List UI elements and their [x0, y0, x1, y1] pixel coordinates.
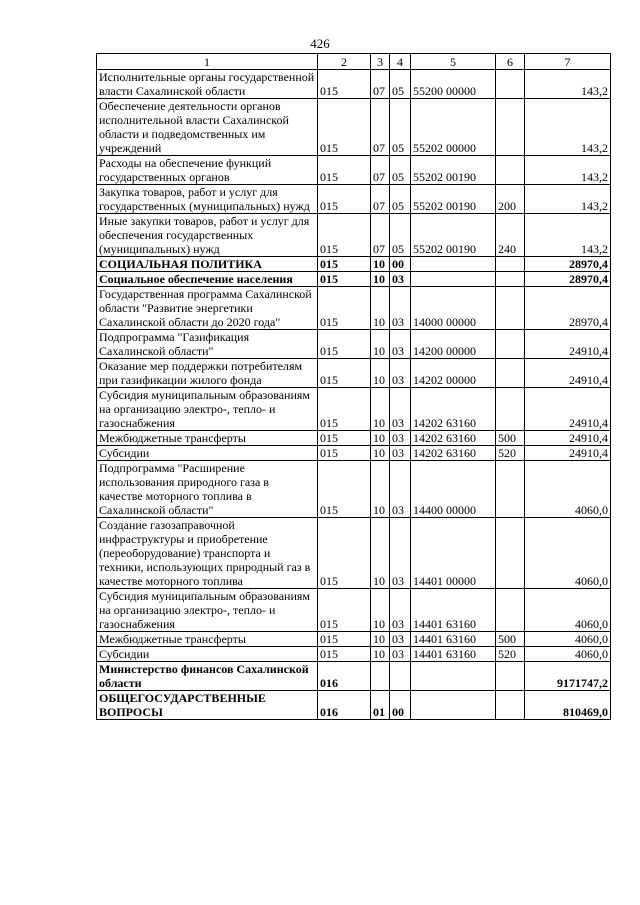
row-name: Субсидии	[97, 446, 318, 461]
row-target-article: 55202 00190	[411, 214, 496, 257]
row-subsection: 05	[390, 70, 411, 99]
row-expense-type	[496, 156, 525, 185]
col-header-5: 5	[411, 54, 496, 70]
row-name: Иные закупки товаров, работ и услуг для обеспечения государственных (муниципальных) нужд	[97, 214, 318, 257]
header-row	[97, 54, 611, 70]
col-header-3: 3	[371, 54, 390, 70]
row-subsection: 03	[390, 589, 411, 632]
row-target-article: 14202 63160	[411, 388, 496, 431]
row-section: 10	[371, 359, 390, 388]
row-sum: 4060,0	[525, 632, 611, 647]
row-sum: 28970,4	[525, 257, 611, 272]
row-target-article: 55202 00190	[411, 156, 496, 185]
row-expense-type	[496, 461, 525, 518]
table-row	[97, 185, 611, 214]
row-name: Закупка товаров, работ и услуг для государственных (муниципальных) нужд	[97, 185, 318, 214]
row-admin-code: 015	[318, 70, 371, 99]
row-section: 10	[371, 518, 390, 589]
table-row	[97, 156, 611, 185]
row-target-article: 14401 63160	[411, 647, 496, 662]
row-target-article	[411, 272, 496, 287]
row-expense-type: 200	[496, 185, 525, 214]
row-target-article: 14200 00000	[411, 330, 496, 359]
row-target-article	[411, 691, 496, 720]
row-name: Субсидии	[97, 647, 318, 662]
row-section: 07	[371, 156, 390, 185]
row-section: 10	[371, 388, 390, 431]
row-section: 10	[371, 431, 390, 446]
row-name: Государственная программа Сахалинской области "Развитие энергетики Сахалинской области до 2020 года"	[97, 287, 318, 330]
row-section: 10	[371, 647, 390, 662]
row-section: 07	[371, 214, 390, 257]
row-subsection	[390, 662, 411, 691]
table-row	[97, 518, 611, 589]
budget-table	[96, 53, 611, 720]
row-expense-type: 520	[496, 647, 525, 662]
row-expense-type	[496, 589, 525, 632]
row-section: 10	[371, 272, 390, 287]
row-admin-code: 015	[318, 185, 371, 214]
row-name: Создание газозаправочной инфраструктуры и приобретение (переоборудование) транспорта и техники, использующих природный газ в качестве моторного топлива	[97, 518, 318, 589]
col-header-1: 1	[97, 54, 318, 70]
row-subsection: 03	[390, 461, 411, 518]
table-row	[97, 359, 611, 388]
row-expense-type	[496, 99, 525, 156]
row-name: Оказание мер поддержки потребителям при газификации жилого фонда	[97, 359, 318, 388]
row-section: 10	[371, 257, 390, 272]
row-admin-code: 015	[318, 446, 371, 461]
row-admin-code: 015	[318, 214, 371, 257]
row-admin-code: 015	[318, 257, 371, 272]
row-target-article: 55200 00000	[411, 70, 496, 99]
row-name: Социальное обеспечение населения	[97, 272, 318, 287]
table-row	[97, 388, 611, 431]
table-row	[97, 330, 611, 359]
row-expense-type	[496, 359, 525, 388]
row-sum: 24910,4	[525, 388, 611, 431]
row-name: Исполнительные органы государственной власти Сахалинской области	[97, 70, 318, 99]
row-sum: 4060,0	[525, 589, 611, 632]
row-subsection: 05	[390, 99, 411, 156]
row-sum: 28970,4	[525, 287, 611, 330]
row-subsection: 05	[390, 214, 411, 257]
row-admin-code: 016	[318, 691, 371, 720]
row-expense-type	[496, 518, 525, 589]
row-subsection: 03	[390, 388, 411, 431]
table-row	[97, 632, 611, 647]
row-target-article: 14202 63160	[411, 446, 496, 461]
table-row	[97, 691, 611, 720]
row-target-article	[411, 257, 496, 272]
row-subsection: 03	[390, 518, 411, 589]
row-sum: 9171747,2	[525, 662, 611, 691]
row-admin-code: 015	[318, 431, 371, 446]
row-sum: 4060,0	[525, 518, 611, 589]
col-header-6: 6	[496, 54, 525, 70]
row-subsection: 03	[390, 359, 411, 388]
row-name: ОБЩЕГОСУДАРСТВЕННЫЕ ВОПРОСЫ	[97, 691, 318, 720]
row-target-article: 55202 00190	[411, 185, 496, 214]
row-admin-code: 015	[318, 388, 371, 431]
table-row	[97, 662, 611, 691]
row-name: Межбюджетные трансферты	[97, 632, 318, 647]
row-expense-type	[496, 330, 525, 359]
row-target-article: 14401 63160	[411, 589, 496, 632]
row-subsection: 03	[390, 287, 411, 330]
row-admin-code: 015	[318, 632, 371, 647]
row-admin-code: 015	[318, 589, 371, 632]
row-section: 07	[371, 185, 390, 214]
row-name: Расходы на обеспечение функций государственных органов	[97, 156, 318, 185]
row-section: 10	[371, 589, 390, 632]
row-subsection: 05	[390, 156, 411, 185]
row-sum: 24910,4	[525, 330, 611, 359]
row-section: 01	[371, 691, 390, 720]
row-target-article: 14401 63160	[411, 632, 496, 647]
table-row	[97, 272, 611, 287]
row-subsection: 03	[390, 647, 411, 662]
row-name: СОЦИАЛЬНАЯ ПОЛИТИКА	[97, 257, 318, 272]
row-expense-type: 520	[496, 446, 525, 461]
row-section: 07	[371, 70, 390, 99]
row-section: 10	[371, 446, 390, 461]
row-sum: 4060,0	[525, 461, 611, 518]
row-sum: 28970,4	[525, 272, 611, 287]
row-expense-type: 240	[496, 214, 525, 257]
row-sum: 24910,4	[525, 446, 611, 461]
row-admin-code: 015	[318, 287, 371, 330]
row-sum: 810469,0	[525, 691, 611, 720]
row-admin-code: 015	[318, 461, 371, 518]
col-header-4: 4	[390, 54, 411, 70]
row-section: 10	[371, 287, 390, 330]
row-target-article: 14000 00000	[411, 287, 496, 330]
row-section: 07	[371, 99, 390, 156]
row-sum: 143,2	[525, 99, 611, 156]
row-subsection: 00	[390, 691, 411, 720]
row-admin-code: 016	[318, 662, 371, 691]
row-sum: 4060,0	[525, 647, 611, 662]
table-row	[97, 99, 611, 156]
table-row	[97, 446, 611, 461]
row-admin-code: 015	[318, 272, 371, 287]
row-name: Министерство финансов Сахалинской области	[97, 662, 318, 691]
row-subsection: 03	[390, 632, 411, 647]
row-sum: 143,2	[525, 156, 611, 185]
row-sum: 24910,4	[525, 431, 611, 446]
row-subsection: 03	[390, 330, 411, 359]
row-target-article	[411, 662, 496, 691]
row-target-article: 14202 00000	[411, 359, 496, 388]
row-expense-type: 500	[496, 431, 525, 446]
row-name: Подпрограмма "Расширение использования природного газа в качестве моторного топлива в Сахалинской области"	[97, 461, 318, 518]
row-name: Межбюджетные трансферты	[97, 431, 318, 446]
row-expense-type	[496, 272, 525, 287]
row-subsection: 05	[390, 185, 411, 214]
table-row	[97, 214, 611, 257]
table-row	[97, 70, 611, 99]
row-section: 10	[371, 461, 390, 518]
row-target-article: 14401 00000	[411, 518, 496, 589]
table-row	[97, 647, 611, 662]
row-section: 10	[371, 632, 390, 647]
col-header-7: 7	[525, 54, 611, 70]
row-admin-code: 015	[318, 359, 371, 388]
row-subsection: 03	[390, 431, 411, 446]
row-section	[371, 662, 390, 691]
row-admin-code: 015	[318, 156, 371, 185]
row-admin-code: 015	[318, 647, 371, 662]
row-target-article: 55202 00000	[411, 99, 496, 156]
row-subsection: 00	[390, 257, 411, 272]
row-expense-type	[496, 388, 525, 431]
row-sum: 143,2	[525, 70, 611, 99]
row-target-article: 14400 00000	[411, 461, 496, 518]
table-row	[97, 461, 611, 518]
row-subsection: 03	[390, 446, 411, 461]
row-expense-type	[496, 662, 525, 691]
table-row	[97, 589, 611, 632]
row-name: Подпрограмма "Газификация Сахалинской области"	[97, 330, 318, 359]
row-name: Обеспечение деятельности органов исполнительной власти Сахалинской области и подведомственных им учреждений	[97, 99, 318, 156]
row-expense-type: 500	[496, 632, 525, 647]
row-expense-type	[496, 287, 525, 330]
col-header-2: 2	[318, 54, 371, 70]
row-sum: 24910,4	[525, 359, 611, 388]
row-subsection: 03	[390, 272, 411, 287]
row-name: Субсидия муниципальным образованиям на организацию электро-, тепло- и газоснабжения	[97, 589, 318, 632]
row-name: Субсидия муниципальным образованиям на организацию электро-, тепло- и газоснабжения	[97, 388, 318, 431]
table-row	[97, 431, 611, 446]
row-admin-code: 015	[318, 330, 371, 359]
row-expense-type	[496, 257, 525, 272]
row-admin-code: 015	[318, 518, 371, 589]
row-expense-type	[496, 691, 525, 720]
table-row	[97, 257, 611, 272]
row-admin-code: 015	[318, 99, 371, 156]
row-sum: 143,2	[525, 214, 611, 257]
table-row	[97, 287, 611, 330]
page-number: 426	[310, 36, 330, 51]
row-target-article: 14202 63160	[411, 431, 496, 446]
row-expense-type	[496, 70, 525, 99]
row-section: 10	[371, 330, 390, 359]
row-sum: 143,2	[525, 185, 611, 214]
